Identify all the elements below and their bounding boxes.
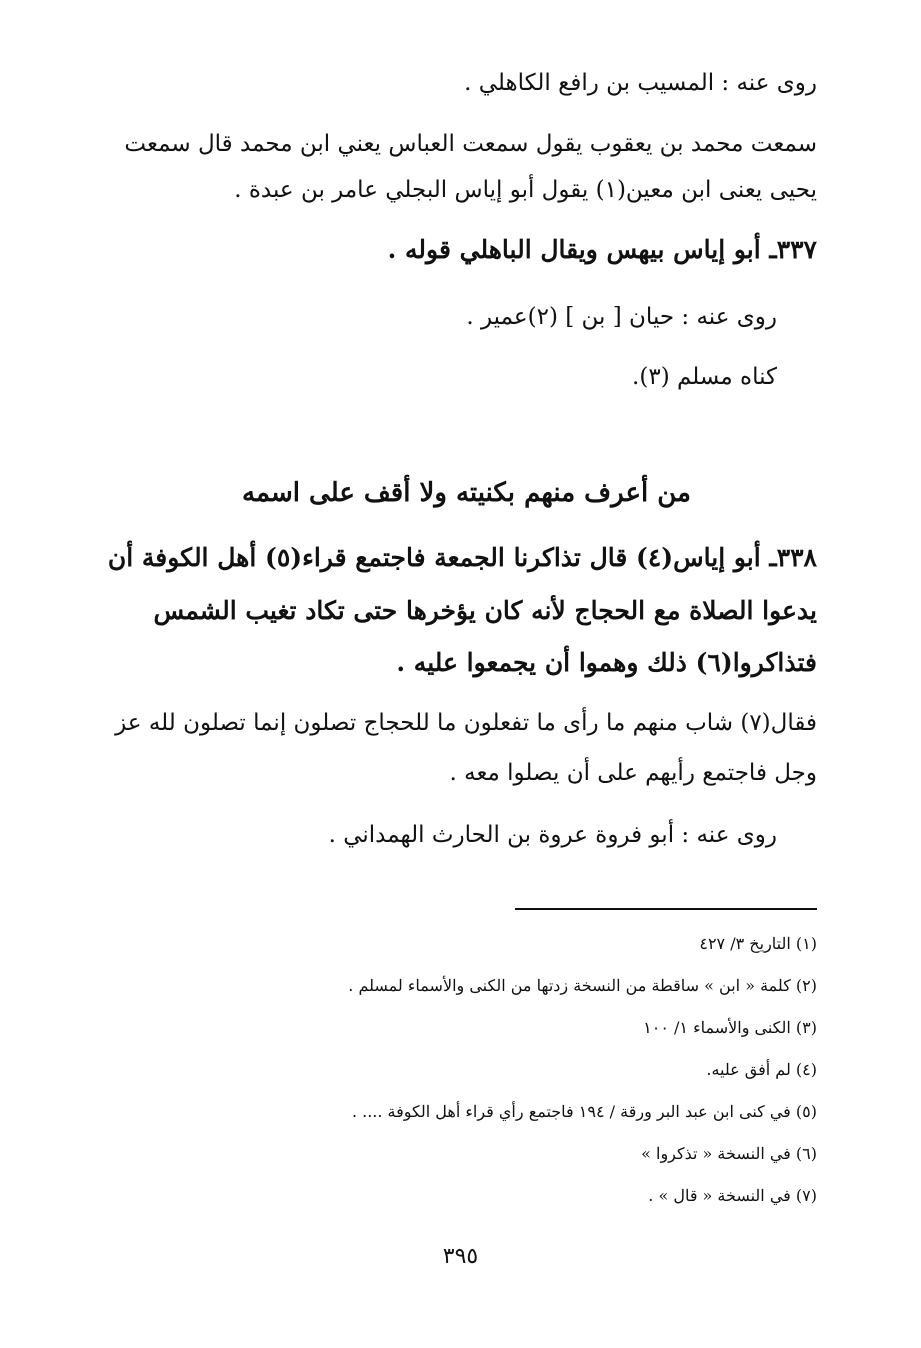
entry-337-heading: ٣٣٧ـ أبو إياس بيهس ويقال الباهلي قوله . (387, 235, 817, 264)
footnote-3: (٣) الكنى والأسماء ١/ ١٠٠ (643, 1018, 817, 1037)
footnote-separator (515, 908, 817, 910)
entry-338-line-2: يدعوا الصلاة مع الحجاج لأنه كان يؤخرها حتى تكاد تغيب الشمس (153, 596, 817, 625)
entry-337-narrator: روى عنه : حيان [ بن ] (٢)عمير . (466, 304, 777, 330)
story-line-1: فقال(٧) شاب منهم ما رأى ما تفعلون ما للحجاج تصلون إنما تصلون لله عز (115, 710, 817, 736)
entry-338-line-3: فتذاكروا(٦) ذلك وهموا أن يجمعوا عليه . (396, 648, 817, 677)
page-number: ٣٩٥ (442, 1244, 479, 1269)
chain-line-2: يحيى يعنى ابن معين(١) يقول أبو إياس البجلي عامر بن عبدة . (234, 177, 817, 203)
entry-338-narrator: روى عنه : أبو فروة عروة بن الحارث الهمداني . (328, 822, 777, 848)
entry-338-line-1: ٣٣٨ـ أبو إياس(٤) قال تذاكرنا الجمعة فاجتمع قراء(٥) أهل الكوفة أن (107, 543, 817, 572)
narrator-line: روى عنه : المسيب بن رافع الكاهلي . (464, 70, 817, 96)
footnote-1: (١) التاريخ ٣/ ٤٢٧ (699, 934, 817, 953)
chain-line-1: سمعت محمد بن يعقوب يقول سمعت العباس يعني ابن محمد قال سمعت (124, 131, 817, 157)
footnote-5: (٥) في كنى ابن عبد البر ورقة / ١٩٤ فاجتمع رأي قراء أهل الكوفة .... . (351, 1102, 817, 1121)
entry-337-kunya: كناه مسلم (٣). (632, 364, 777, 390)
footnote-4: (٤) لم أفق عليه. (706, 1060, 817, 1079)
footnote-7: (٧) في النسخة « قال » . (648, 1186, 817, 1205)
story-line-2: وجل فاجتمع رأيهم على أن يصلوا معه . (449, 760, 817, 786)
footnote-6: (٦) في النسخة « تذكروا » (641, 1144, 817, 1163)
footnote-2: (٢) كلمة « ابن » ساقطة من النسخة زدتها من الكنى والأسماء لمسلم . (348, 976, 817, 995)
section-title: من أعرف منهم بكنيته ولا أقف على اسمه (242, 478, 691, 508)
